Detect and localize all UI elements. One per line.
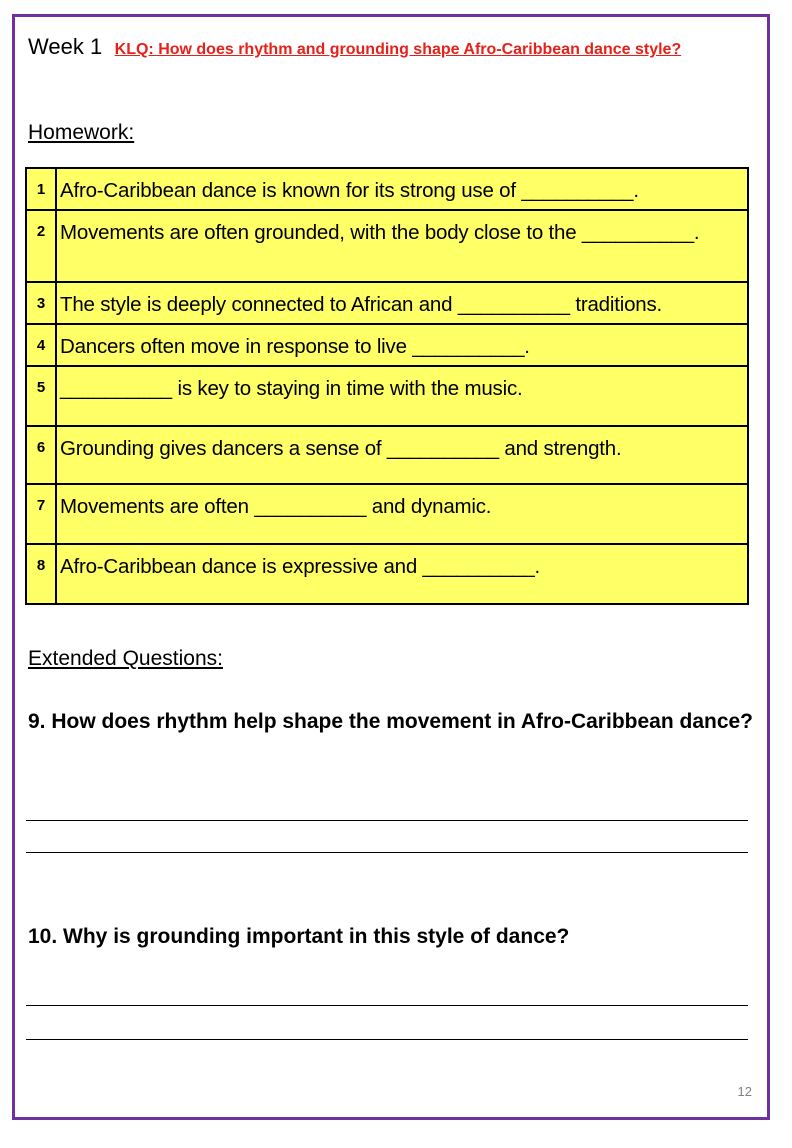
homework-heading: Homework:	[28, 121, 135, 144]
row-number: 4	[26, 324, 56, 366]
table-row	[26, 282, 748, 324]
row-text: Grounding gives dancers a sense of __________ and strength.	[56, 426, 748, 484]
row-number: 5	[26, 366, 56, 426]
header	[28, 34, 681, 60]
table-row	[26, 544, 748, 604]
extended-questions-heading: Extended Questions:	[28, 647, 223, 670]
row-text: Afro-Caribbean dance is known for its strong use of __________.	[56, 168, 748, 210]
question-10: 10. Why is grounding important in this style of dance?	[28, 925, 570, 948]
row-text: Afro-Caribbean dance is expressive and __________.	[56, 544, 748, 604]
row-number: 2	[26, 210, 56, 282]
answer-line	[26, 1039, 748, 1040]
row-number: 3	[26, 282, 56, 324]
row-number: 6	[26, 426, 56, 484]
answer-line	[26, 852, 748, 853]
row-text: __________ is key to staying in time with the music.	[56, 366, 748, 426]
answer-line	[26, 1005, 748, 1006]
question-9: 9. How does rhythm help shape the movement in Afro-Caribbean dance?	[28, 710, 754, 733]
row-number: 8	[26, 544, 56, 604]
table-row	[26, 210, 748, 282]
table-row	[26, 366, 748, 426]
row-text: The style is deeply connected to African and __________ traditions.	[56, 282, 748, 324]
row-number: 7	[26, 484, 56, 544]
table-row	[26, 324, 748, 366]
answer-line	[26, 820, 748, 821]
table-row	[26, 168, 748, 210]
page-number: 12	[737, 1084, 752, 1099]
homework-table	[25, 167, 749, 605]
table-row	[26, 426, 748, 484]
week-label: Week 1	[28, 34, 103, 59]
row-text: Movements are often __________ and dynamic.	[56, 484, 748, 544]
row-number: 1	[26, 168, 56, 210]
row-text: Movements are often grounded, with the body close to the __________.	[56, 210, 748, 282]
klq-title: KLQ: How does rhythm and grounding shape Afro-Caribbean dance style?	[114, 41, 682, 58]
row-text: Dancers often move in response to live __________.	[56, 324, 748, 366]
table-row	[26, 484, 748, 544]
